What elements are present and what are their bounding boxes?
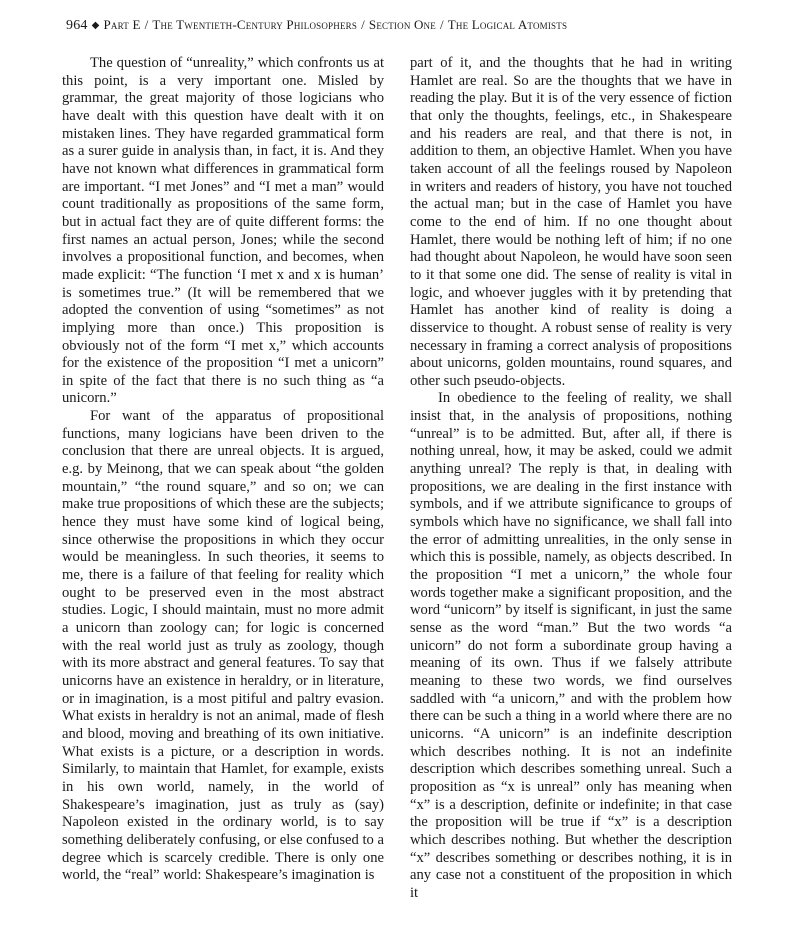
running-header [66, 17, 746, 34]
paragraph: In obedience to the feeling of reality, we shall insist that, in the analysis of propositions, nothing “unreal” is to be admitted. But, after all, if there is nothing unreal, how, it may be asked, could we admit anything unreal? The reply is that, in dealing with propositions, we are dealing in the first instance with symbols, and if we attribute significance to groups of symbols which have no significance, we shall fall into the error of admitting unrealities, in the only sense in which this is possible, namely, as objects described. In the proposition “I met a unicorn,” the whole four words together make a significant proposition, and the word “unicorn” by itself is significant, in just the same sense as the word “man.” But the two words “a unicorn” do not form a subordinate group having a meaning of its own. Thus if we falsely attribute meaning to these two words, we find ourselves saddled with “a unicorn,” and with the problem how there can be such a thing in a world where there are no unicorns. “A unicorn” is an indefinite description which describes nothing. It is not an indefinite description which describes something unreal. Such a proposition as “x is unreal” only has meaning when “x” is a description, definite or indefinite; in that case the proposition will be true if “x” is a description which describes nothing. But whether the description “x” describes something or describes nothing, it is in any case not a constituent of the proposition in which it [410, 390, 732, 901]
page-number: 964 [66, 18, 88, 33]
header-separator: / [439, 17, 444, 32]
paragraph: The question of “unreality,” which confronts us at this point, is a very important one. Misled by grammar, the great majority of those logicians who have dealt with this question have dealt with it on mistaken lines. They have regarded grammatical form as a surer guide in analysis than, in fact, it is. And they have not known what differences in grammatical form are important. “I met Jones” and “I met a man” would count traditionally as propositions of the same form, but in actual fact they are of quite different forms: the first names an actual person, Jones; while the second involves a propositional function, and becomes, when made explicit: “The function ‘I met x and x is human’ is sometimes true.” (It will be remembered that we adopted the convention of using “sometimes” as not implying more than once.) This proposition is obviously not of the form “I met x,” which accounts for the existence of the proposition “I met a unicorn” in spite of the fact that there is no such thing as “a unicorn.” [62, 55, 384, 407]
left-column [62, 55, 384, 885]
header-separator: / [361, 17, 365, 32]
part-label: Part E [103, 17, 141, 32]
paragraph: For want of the apparatus of propositional functions, many logicians have been driven to the conclusion that there are unreal objects. It is argued, e.g. by Meinong, that we can speak about “the golden mountain,” “the round square,” and so on; we can make true propositions of which these are the subjects; hence they must have some kind of logical being, since otherwise the propositions in which they occur would be meaningless. In such theories, it seems to me, there is a failure of that feeling for reality which ought to be preserved even in the most abstract studies. Logic, I should maintain, must no more admit a unicorn than zoology can; for logic is concerned with the real world just as truly as zoology, though with its more abstract and general features. To say that unicorns have an existence in heraldry, or in literature, or in imagination, is a most pitiful and paltry evasion. What exists in heraldry is not an animal, made of flesh and blood, moving and breathing of its own initiative. What exists is a picture, or a description in words. Similarly, to maintain that Hamlet, for example, exists in his own world, namely, in the world of Shakespeare’s imagination, just as truly as (say) Napoleon existed in the ordinary world, is to say something deliberately confusing, or else confused to a degree which is scarcely credible. There is only one world, the “real” world: Shakespeare’s imagination is [62, 408, 384, 884]
header-separator: / [144, 17, 149, 32]
paragraph-continuation: part of it, and the thoughts that he had in writing Hamlet are real. So are the thoughts that we have in reading the play. But it is of the very essence of fiction that only the thoughts, feelings, etc., in Shakespeare and his readers are real, and that there is not, in addition to them, an objective Hamlet. When you have taken account of all the feelings roused by Napoleon in writers and readers of history, you have not touched the actual man; but in the case of Hamlet you have come to the end of him. If no one thought about Hamlet, there would be nothing left of him; if no one had thought about Napoleon, he would have soon seen to it that some one did. The sense of reality is vital in logic, and whoever juggles with it by pretending that Hamlet has another kind of reality is doing a disservice to thought. A robust sense of reality is very necessary in framing a correct analysis of propositions about unicorns, golden mountains, round squares, and other such pseudo-objects. [410, 55, 732, 389]
book-title: The Twentieth-Century Philosophers [152, 17, 358, 32]
chapter-title: The Logical Atomists [447, 17, 568, 32]
diamond-ornament: ◆ [91, 20, 100, 31]
section-label: Section One [368, 17, 436, 32]
right-column [410, 55, 732, 903]
